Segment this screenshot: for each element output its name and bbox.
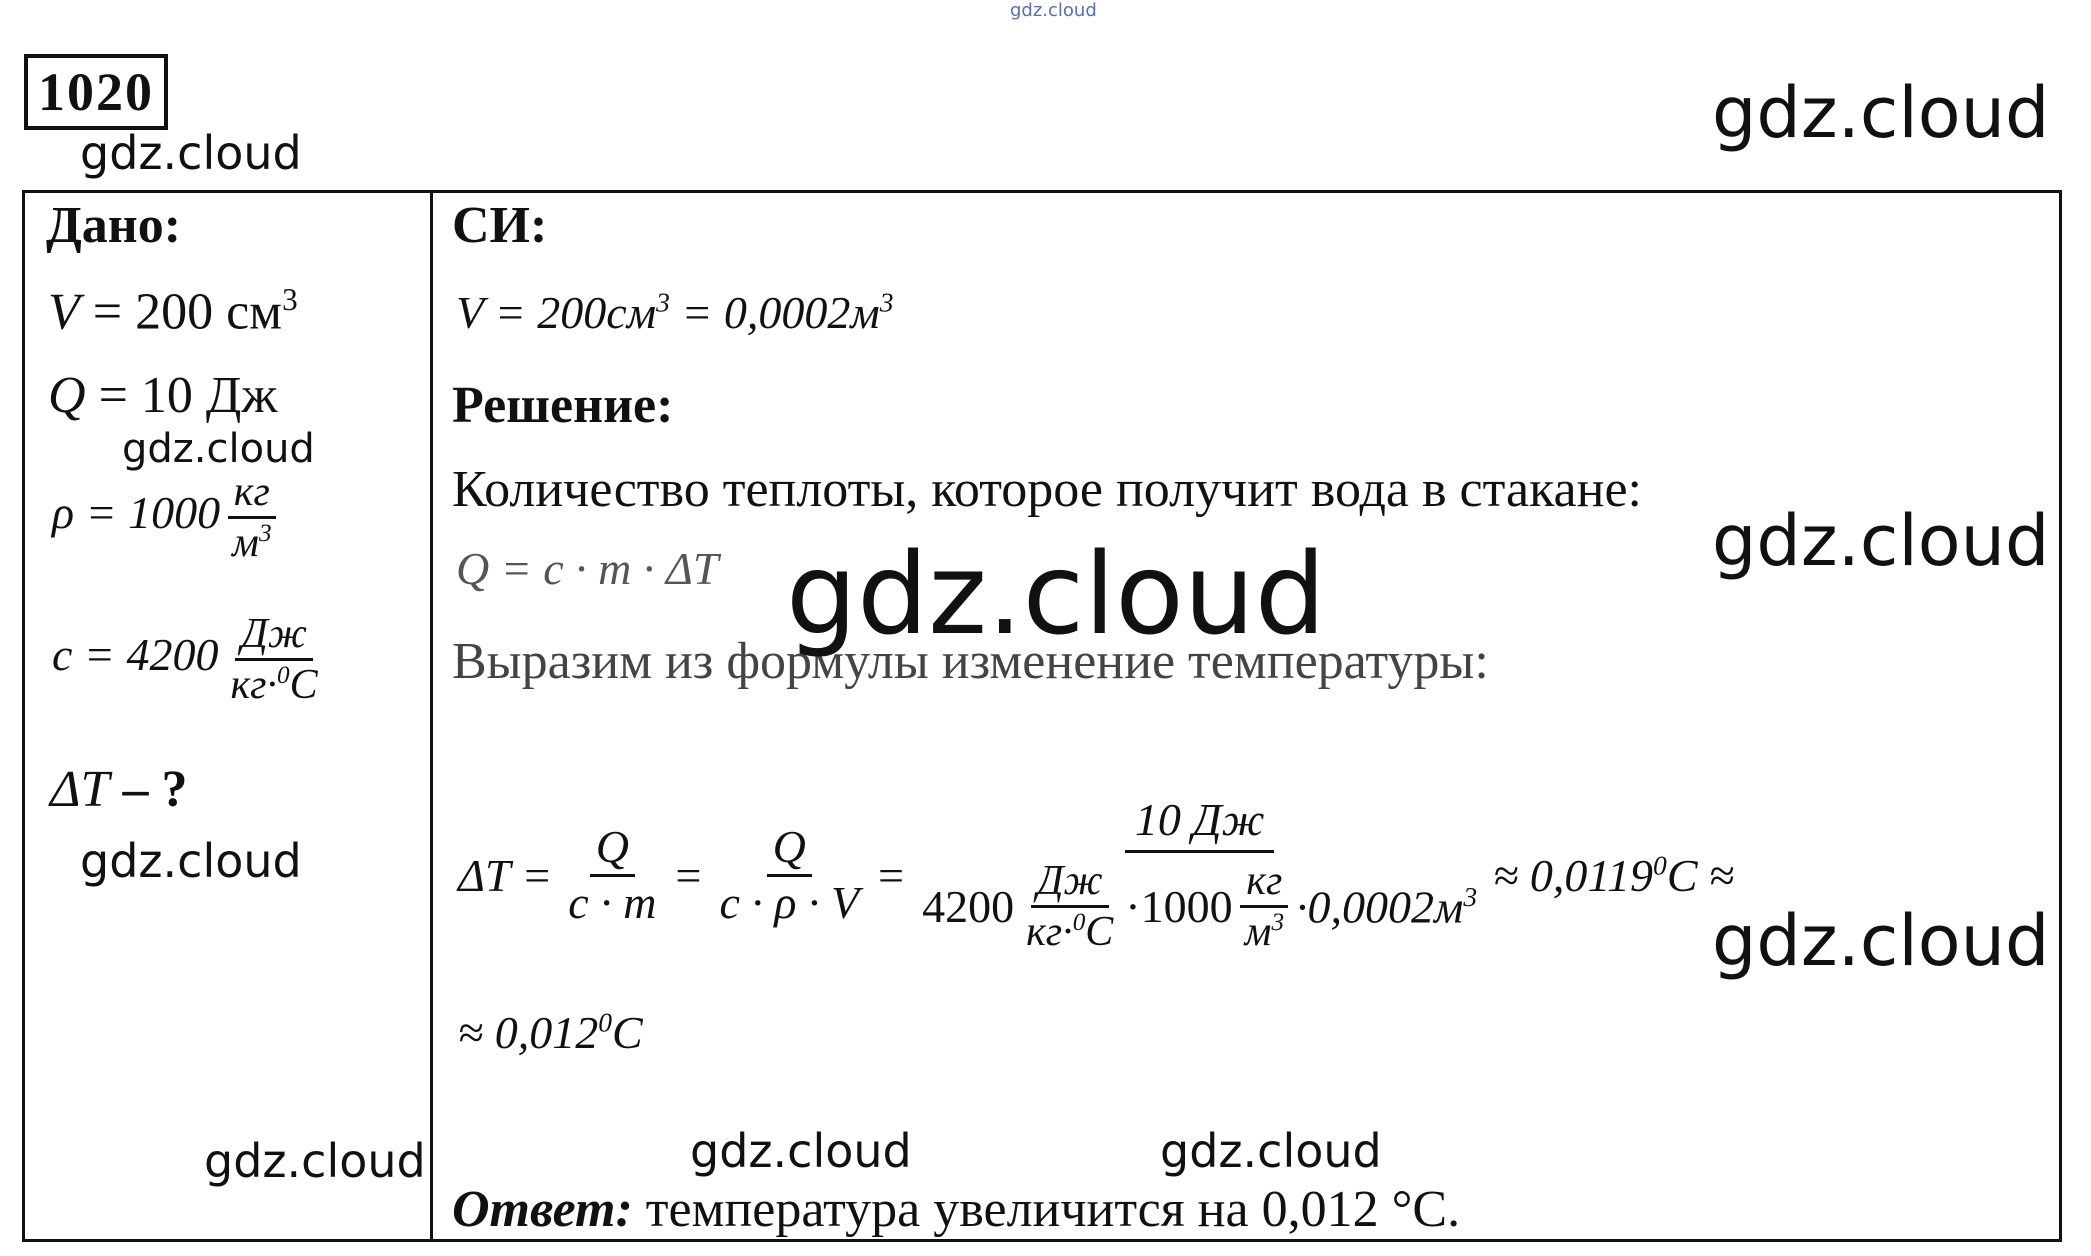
given-heat: Q = 10 Дж bbox=[48, 367, 278, 424]
watermark: gdz.cloud bbox=[80, 126, 302, 180]
watermark-top-tiny: gdz.cloud bbox=[1010, 0, 1097, 21]
si-heading: СИ: bbox=[452, 197, 548, 254]
solution-line-1: Количество теплоты, которое получит вода в стакане: bbox=[452, 461, 1642, 518]
given-volume: V = 200 $см^3$ bbox=[48, 282, 298, 341]
given-heading: Дано: bbox=[46, 197, 182, 254]
solution-table bbox=[22, 190, 2062, 1242]
given-find: ΔT – ? bbox=[50, 761, 188, 818]
column-divider bbox=[430, 190, 433, 1242]
watermark: gdz.cloud bbox=[1160, 1124, 1382, 1178]
watermark-large: gdz.cloud bbox=[786, 530, 1326, 660]
problem-number: 1020 bbox=[24, 54, 168, 130]
calculation: ΔT = $\frac{Q}{c \cdot m}$ = $\frac{Q}{c \cdot \rho \cdot V}$ = 10 Дж 4200 $\frac{Дж}{кг\cdot^0C}$ ·1000 $\frac{кг}{м^3}$ $\cdot 0,0002м^3$ ≈ $0,0119^0C$ ≈ bbox=[458, 794, 1735, 956]
given-density: ρ = 1000 $\frac{кг}{м^3}$ bbox=[52, 470, 284, 565]
calculation-result: ≈ $0,012^0C$ bbox=[458, 1006, 643, 1058]
watermark: gdz.cloud bbox=[1712, 72, 2050, 154]
answer: Ответ: температура увеличится на 0,012 °С. bbox=[452, 1181, 1461, 1238]
watermark: gdz.cloud bbox=[80, 834, 302, 888]
solution-line-2: Выразим из формулы изменение температуры: bbox=[452, 633, 1489, 690]
watermark: gdz.cloud bbox=[1712, 500, 2050, 582]
given-specific-heat: c = 4200 $\frac{Дж}{кг\cdot^0C}$ bbox=[52, 611, 318, 709]
watermark: gdz.cloud bbox=[690, 1124, 912, 1178]
solution-heading: Решение: bbox=[452, 377, 674, 434]
watermark: gdz.cloud bbox=[122, 426, 315, 472]
watermark: gdz.cloud bbox=[1712, 900, 2050, 982]
watermark: gdz.cloud bbox=[204, 1134, 426, 1188]
si-conversion: $V = 200см^3 = 0,0002м^3$ bbox=[456, 286, 894, 338]
formula-heat: Q = c · m · ΔT bbox=[456, 543, 719, 594]
